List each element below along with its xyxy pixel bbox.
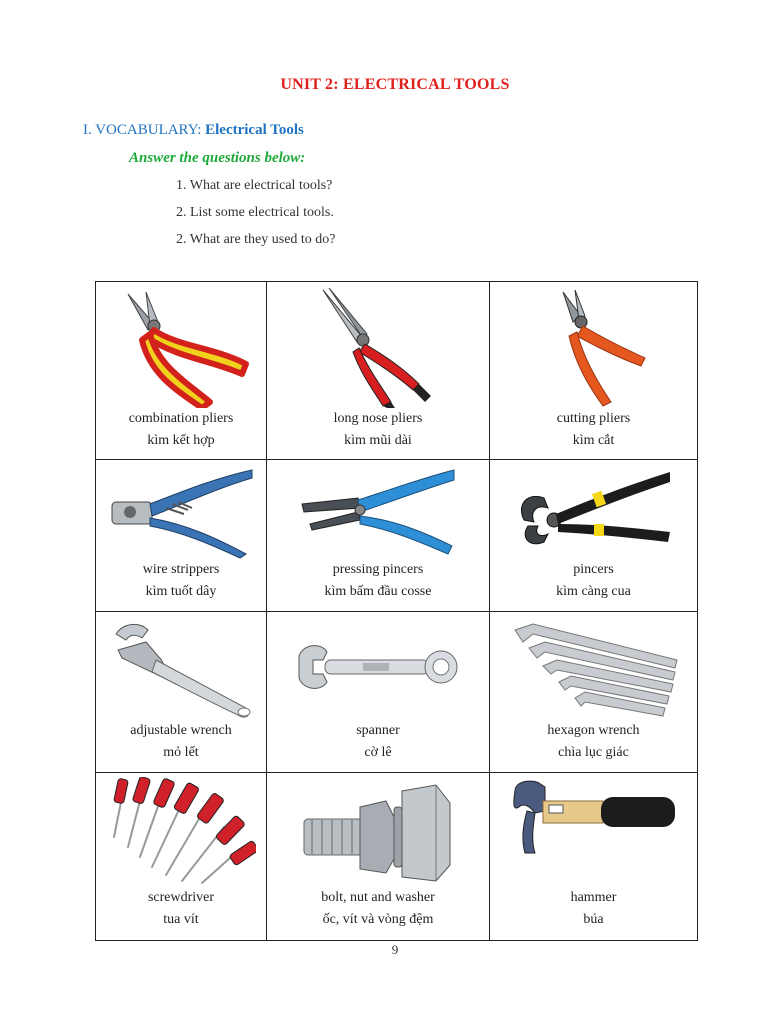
unit-title: UNIT 2: ELECTRICAL TOOLS xyxy=(280,76,510,93)
tool-cell xyxy=(490,612,698,773)
pressing-pincers-icon xyxy=(298,464,458,559)
vocabulary-heading xyxy=(83,122,304,139)
tool-name-vi: mỏ lết xyxy=(163,745,199,760)
question-item: 2. What are they used to do? xyxy=(176,232,336,247)
tool-cell xyxy=(267,282,490,460)
tool-name-vi: ốc, vít và vòng đệm xyxy=(322,912,434,927)
tool-name-en: wire strippers xyxy=(142,562,220,577)
combination-pliers-icon xyxy=(106,286,256,408)
pincers-icon xyxy=(514,464,674,559)
tool-name-en: cutting pliers xyxy=(556,411,631,426)
tool-cell xyxy=(490,282,698,460)
tool-name-en: bolt, nut and washer xyxy=(321,890,435,905)
screwdriver-icon xyxy=(106,777,256,887)
question-item: 1. What are electrical tools? xyxy=(176,178,333,193)
tool-name-en: pressing pincers xyxy=(332,562,424,577)
tool-name-en: spanner xyxy=(356,723,400,738)
tool-name-en: combination pliers xyxy=(128,411,234,426)
tools-table xyxy=(95,281,698,941)
tool-name-vi: tua vít xyxy=(163,912,199,927)
wire-strippers-icon xyxy=(106,464,256,559)
tool-name-vi: chìa lục giác xyxy=(558,745,629,760)
tool-name-vi: cờ lê xyxy=(364,745,392,760)
tool-cell xyxy=(267,773,490,941)
long-nose-pliers-icon xyxy=(303,286,453,408)
question-list xyxy=(176,176,336,257)
tool-name-en: hexagon wrench xyxy=(547,723,640,738)
tool-cell xyxy=(490,460,698,612)
question-item: 2. List some electrical tools. xyxy=(176,205,334,220)
tool-cell xyxy=(96,612,267,773)
tool-cell xyxy=(267,612,490,773)
tool-name-en: hammer xyxy=(570,890,617,905)
tool-cell xyxy=(96,773,267,941)
page-number: 9 xyxy=(391,942,399,957)
tool-cell xyxy=(267,460,490,612)
tool-name-en: long nose pliers xyxy=(333,411,423,426)
tool-cell xyxy=(96,282,267,460)
tool-name-en: adjustable wrench xyxy=(130,723,232,738)
bolt-nut-washer-icon xyxy=(298,777,458,887)
tool-name-vi: kìm mũi dài xyxy=(344,433,412,448)
hexagon-wrench-icon xyxy=(509,616,679,720)
cutting-pliers-icon xyxy=(519,286,669,408)
tool-cell xyxy=(96,460,267,612)
vocabulary-heading-topic: Electrical Tools xyxy=(205,122,304,138)
tool-name-en: pincers xyxy=(573,562,614,577)
tool-name-vi: kìm tuốt dây xyxy=(145,584,217,599)
vocabulary-heading-lead: I. VOCABULARY: xyxy=(83,122,206,138)
hammer-icon xyxy=(509,777,679,887)
instruction-text: Answer the questions below: xyxy=(129,150,306,166)
tool-cell xyxy=(490,773,698,941)
spanner-icon xyxy=(293,616,463,720)
tool-name-vi: kìm bấm đầu cosse xyxy=(324,584,432,599)
tool-name-vi: kìm kết hợp xyxy=(147,433,215,448)
tool-name-vi: búa xyxy=(583,912,604,927)
tool-name-vi: kìm cắt xyxy=(572,433,615,448)
tool-name-en: screwdriver xyxy=(147,890,215,905)
tool-name-vi: kìm càng cua xyxy=(556,584,631,599)
adjustable-wrench-icon xyxy=(106,616,256,720)
